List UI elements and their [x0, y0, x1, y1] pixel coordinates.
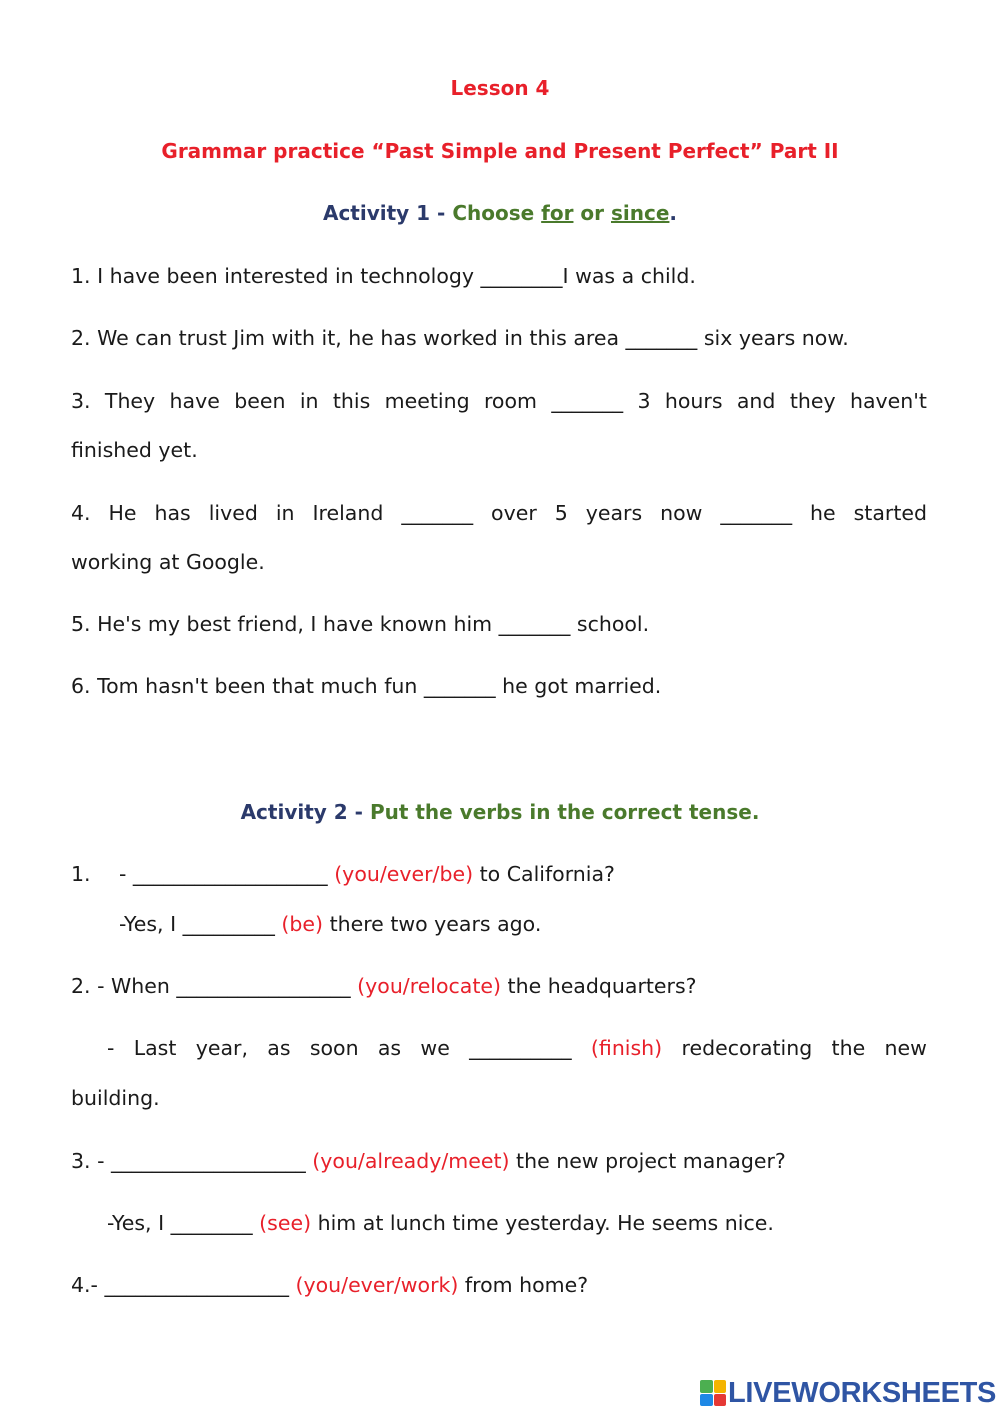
word: meeting: [384, 389, 470, 413]
word: hours: [664, 389, 723, 413]
answer-blank[interactable]: _______: [401, 501, 474, 525]
page-subtitle: Grammar practice “Past Simple and Present Perfect” Part II: [161, 139, 839, 163]
word: 3.: [71, 389, 91, 413]
activity-2-question-4: [71, 1273, 588, 1297]
activity-1-question-4-continued: working at Google.: [71, 550, 265, 574]
activity-2-question-2-b: [107, 1036, 927, 1060]
logo-square: [700, 1380, 713, 1393]
word: in: [275, 501, 295, 525]
activity-2-question-1-a: [119, 862, 615, 886]
word: 4.: [71, 501, 91, 525]
word: years: [585, 501, 643, 525]
activity-1-question-5: 5. He's my best friend, I have known him _______ school.: [71, 612, 650, 636]
answer-blank[interactable]: _______: [720, 501, 793, 525]
activity-1-instruction-a: Choose: [452, 201, 542, 225]
sentence-text: him at lunch time yesterday. He seems nice.: [311, 1211, 774, 1235]
word: as: [377, 1036, 402, 1060]
activity-2-heading: [0, 800, 1000, 824]
answer-blank[interactable]: __________: [469, 1036, 572, 1060]
verb-hint: (you/relocate): [357, 974, 502, 998]
activity-1-question-3-continued: finished yet.: [71, 438, 198, 462]
answer-blank[interactable]: - ___________________: [119, 862, 335, 886]
activity-2-label: Activity 2 -: [240, 800, 370, 824]
word: over: [491, 501, 537, 525]
answer-blank[interactable]: 4.- __________________: [71, 1273, 296, 1297]
word: 3: [637, 389, 651, 413]
activity-2-instruction: Put the verbs in the correct tense.: [369, 800, 760, 824]
logo-mark-icon: [700, 1380, 726, 1406]
word: they: [789, 389, 836, 413]
activity-1-label: Activity 1 -: [322, 201, 453, 225]
word: he: [810, 501, 836, 525]
word: as: [267, 1036, 291, 1060]
verb-hint: (you/already/meet): [312, 1149, 510, 1173]
verb-hint: (you/ever/work): [295, 1273, 459, 1297]
word: this: [332, 389, 371, 413]
logo-square: [714, 1380, 727, 1393]
liveworksheets-logo[interactable]: [700, 1376, 996, 1410]
word: new: [884, 1036, 927, 1060]
activity-1-instruction-c: .: [669, 201, 678, 225]
activity-2-question-2-continued: building.: [71, 1086, 160, 1110]
word: now: [660, 501, 703, 525]
answer-blank[interactable]: -Yes, I ________: [107, 1211, 260, 1235]
word: we: [420, 1036, 450, 1060]
activity-1-instruction-b: or: [573, 201, 611, 225]
activity-2-question-3-a: [71, 1149, 786, 1173]
word: has: [154, 501, 191, 525]
word: in: [299, 389, 319, 413]
word: room: [483, 389, 537, 413]
verb-hint: (you/ever/be): [334, 862, 474, 886]
word: have: [169, 389, 220, 413]
activity-2-question-2-a: [71, 974, 697, 998]
word: They: [104, 389, 156, 413]
word-for: for: [541, 201, 574, 225]
activity-1-heading: [0, 201, 1000, 225]
word: 5: [554, 501, 568, 525]
activity-1-question-2: 2. We can trust Jim with it, he has worked in this area _______ six years now.: [71, 326, 849, 350]
word: and: [736, 389, 776, 413]
word: been: [234, 389, 286, 413]
activity-1-question-4: [71, 501, 927, 525]
verb-hint: (be): [281, 912, 324, 936]
answer-blank[interactable]: -Yes, I _________: [119, 912, 282, 936]
word: Ireland: [312, 501, 384, 525]
word: He: [108, 501, 137, 525]
word: started: [853, 501, 927, 525]
sentence-text: from home?: [458, 1273, 589, 1297]
word: Last: [133, 1036, 177, 1060]
word: lived: [208, 501, 258, 525]
word: the: [831, 1036, 866, 1060]
answer-blank[interactable]: 2. - When _________________: [71, 974, 358, 998]
word: redecorating: [681, 1036, 813, 1060]
activity-1-question-6: 6. Tom hasn't been that much fun _______ he got married.: [71, 674, 662, 698]
sentence-text: to California?: [473, 862, 615, 886]
answer-blank[interactable]: _______: [551, 389, 624, 413]
logo-square: [700, 1394, 713, 1407]
verb-hint: (finish): [590, 1036, 663, 1060]
verb-hint: (see): [259, 1211, 312, 1235]
logo-square: [714, 1394, 727, 1407]
activity-2-question-1-number: 1.: [71, 862, 91, 886]
lesson-title: Lesson 4: [450, 76, 550, 100]
answer-blank[interactable]: 3. - ___________________: [71, 1149, 313, 1173]
word: -: [107, 1036, 115, 1060]
word: soon: [309, 1036, 359, 1060]
word: year,: [195, 1036, 248, 1060]
sentence-text: the headquarters?: [501, 974, 697, 998]
activity-2-question-3-b: [107, 1211, 774, 1235]
word-since: since: [611, 201, 670, 225]
activity-1-question-3: [71, 389, 927, 413]
logo-text: LIVEWORKSHEETS: [728, 1376, 997, 1409]
activity-1-question-1: 1. I have been interested in technology ________I was a child.: [71, 264, 696, 288]
sentence-text: the new project manager?: [509, 1149, 786, 1173]
sentence-text: there two years ago.: [323, 912, 542, 936]
word: haven't: [849, 389, 927, 413]
activity-2-question-1-b: [119, 912, 541, 936]
